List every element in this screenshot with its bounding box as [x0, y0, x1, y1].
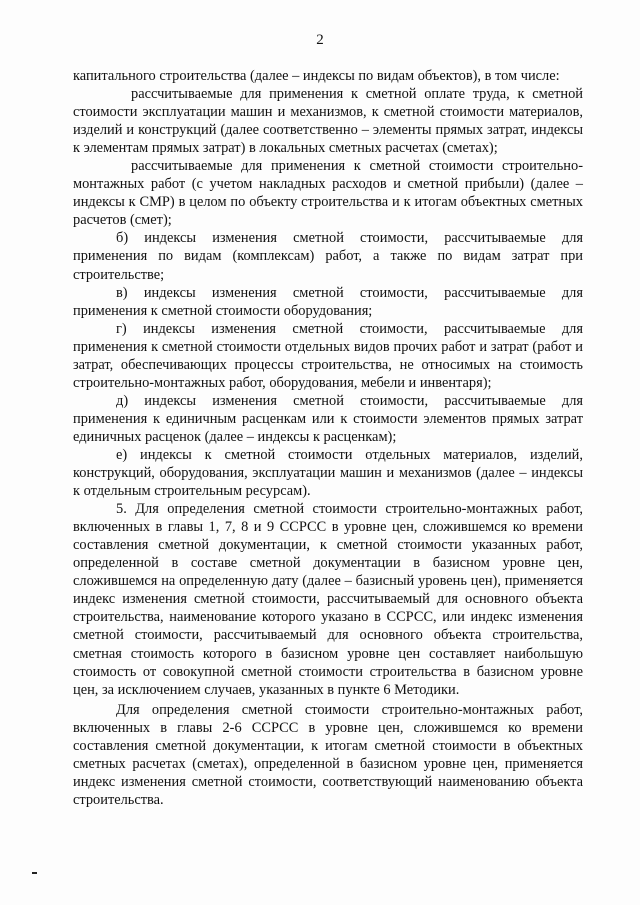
paragraph-direct-costs: рассчитываемые для применения к сметной оплате труда, к сметной стоимости эксплуатации машин и механизмов, к сметной стоимости материалов, изделий и конструкций (далее соответственно – элементы прямых затрат, индексы к элементам прямых затрат) в локальных сметных расчетах (сметах); — [73, 86, 583, 157]
paragraph-item-d: д) индексы изменения сметной стоимости, рассчитываемые для применения к единичным расценкам или к стоимости элементов прямых затрат единичных расценок (далее – индексы к расценкам); — [73, 392, 583, 445]
paragraph-intro: капитального строительства (далее – индексы по видам объектов), в том числе: — [73, 68, 560, 84]
paragraph-item-b: б) индексы изменения сметной стоимости, рассчитываемые для применения по видам (комплексам) работ, а также по видам затрат при строительстве; — [73, 230, 583, 283]
paragraph-item-g: г) индексы изменения сметной стоимости, рассчитываемые для применения к сметной стоимости отдельных видов прочих работ и затрат (работ и затрат, обеспечивающих процессы строительства, не относимых на стоимость строительно-монтажных работ, оборудования, мебели и инвентаря); — [73, 320, 583, 391]
margin-mark — [32, 872, 37, 874]
paragraph-item-e: е) индексы к сметной стоимости отдельных материалов, изделий, конструкций, оборудования, эксплуатации машин и механизмов (далее – индексы к отдельным строительным ресурсам). — [73, 446, 583, 500]
paragraph-section-5: 5. Для определения сметной стоимости строительно-монтажных работ, включенных в главы 1, 7, 8 и 9 ССРСС в уровне цен, сложившемся ко времени составления сметной документации, к сметной стоимости указанных работ, определенной в составе сметной документации в базисном уровне цен, сложившемся на определенную дату (далее – базисный уровень цен), применяется индекс изменения сметной стоимости, рассчитываемый для основного объекта строительства, наименование которого указано в ССРСС, или индекс изменения сметной стоимости, рассчитываемый для основного объекта строительства, сметная стоимость которого в базисном уровне цен составляет наибольшую стоимость от совокупной сметной стоимости строительства в базисном уровне цен, за исключением случаев, указанных в пункте 6 Методики. — [73, 501, 583, 698]
paragraph-item-v: в) индексы изменения сметной стоимости, рассчитываемые для применения к сметной стоимости оборудования; — [73, 284, 583, 319]
paragraph-chapters-2-6: Для определения сметной стоимости строительно-монтажных работ, включенных в главы 2-6 ССРСС в уровне цен, сложившемся ко времени составления сметной документации, к итогам сметной стоимости в объектных сметных расчетах (сметах), определенной в базисном уровне цен, применяется индекс изменения сметной стоимости, соответствующий наименованию объекта строительства. — [73, 701, 583, 808]
paragraph-smr-indices: рассчитываемые для применения к сметной стоимости строительно-монтажных работ (с учетом накладных расходов и сметной прибыли) (далее – индексы к СМР) в целом по объекту строительства и к итогам объектных сметных расчетов (смет); — [73, 158, 583, 229]
page-number: 2 — [316, 32, 324, 48]
document-body — [73, 67, 583, 809]
